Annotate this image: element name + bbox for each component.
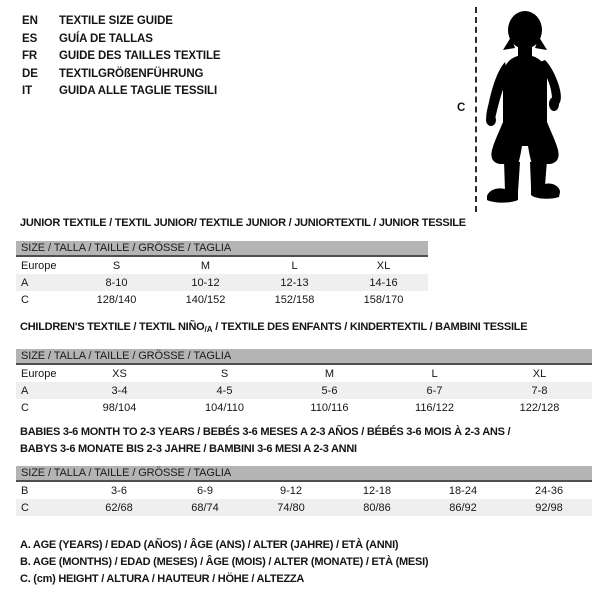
language-row <box>22 83 221 101</box>
table-row-a <box>16 382 592 399</box>
language-title: GUIDA ALLE TAGLIE TESSILI <box>59 85 218 98</box>
language-code: IT <box>22 85 33 98</box>
size-value-cell: 74/80 <box>248 499 334 516</box>
footnote-line-b: B. AGE (MONTHS) / EDAD (MESES) / ÂGE (MOIS) / ALTER (MONATE) / ETÀ (MESI) <box>20 556 429 569</box>
language-title: GUIDE DES TAILLES TEXTILE <box>59 50 221 63</box>
size-value-cell: 80/86 <box>334 499 420 516</box>
column-header-cell: M <box>200 259 211 272</box>
size-header-row <box>16 349 592 364</box>
size-value-cell: 6-9 <box>197 484 213 497</box>
size-value-cell: 62/68 <box>76 499 162 516</box>
size-value-cell: 14-16 <box>339 274 428 291</box>
table-row-b <box>16 481 592 499</box>
silhouette-right-hand <box>549 97 559 111</box>
footnote-legend <box>20 537 428 589</box>
silhouette-right-leg <box>530 160 547 187</box>
size-value-cell: 4-5 <box>172 382 277 399</box>
column-header-cell: S <box>220 367 229 380</box>
size-value-cell: 116/122 <box>415 401 454 414</box>
column-header-cell: S <box>112 259 121 272</box>
column-header-cell: XS <box>112 367 127 380</box>
footnote-line-a: A. AGE (YEARS) / EDAD (AÑOS) / ÂGE (ANS) / ALTER (JAHRE) / ETÀ (ANNI) <box>20 539 399 551</box>
language-title: TEXTILGRÖßENFÜHRUNG <box>59 67 204 80</box>
baby-silhouette <box>484 10 566 204</box>
language-row <box>22 48 221 66</box>
size-value-cell: 12-13 <box>250 274 339 291</box>
babies-title-line1: BABIES 3-6 MONTH TO 2-3 YEARS / BEBÉS 3-6 MESES A 2-3 AÑOS / BÉBÉS 3-6 MOIS À 2-3 ANS / <box>20 426 511 438</box>
silhouette-left-hand <box>486 114 496 126</box>
size-header-cell: SIZE / TALLA / TAILLE / GRÖSSE / TAGLIA <box>16 241 428 256</box>
size-value-cell: 7-8 <box>487 382 592 399</box>
childrens-title-rest: / TEXTILE DES ENFANTS / KINDERTEXTIL / BAMBINI TESSILE <box>212 321 528 333</box>
size-value-cell: 86/92 <box>420 499 506 516</box>
row-label-cell: A <box>16 274 72 291</box>
row-label-cell: C <box>21 401 29 414</box>
childrens-title-main: CHILDREN'S TEXTILE / TEXTIL NIÑO <box>20 321 205 333</box>
language-code: DE <box>22 67 38 80</box>
footnote-line-c: C. (cm) HEIGHT / ALTURA / HAUTEUR / HÖHE / ALTEZZA <box>20 573 305 586</box>
column-header-row <box>16 256 428 274</box>
silhouette-left-foot <box>487 188 518 202</box>
table-row-a <box>16 274 428 291</box>
size-value-cell: 140/152 <box>185 293 226 306</box>
table-row-c <box>16 399 592 416</box>
size-value-cell: 110/116 <box>310 401 349 414</box>
language-title: TEXTILE SIZE GUIDE <box>59 15 173 27</box>
size-value-cell: 98/104 <box>102 401 137 414</box>
size-value-cell: 5-6 <box>277 382 382 399</box>
column-header-cell: L <box>291 259 298 272</box>
column-header-cell: XL <box>532 367 547 380</box>
region-label-cell: Europe <box>21 367 57 380</box>
junior-section-title: JUNIOR TEXTILE / TEXTIL JUNIOR/ TEXTILE JUNIOR / JUNIORTEXTIL / JUNIOR TESSILE <box>20 217 466 229</box>
silhouette-torso <box>503 45 547 130</box>
size-value-cell: 122/128 <box>519 401 560 414</box>
size-value-cell: 152/158 <box>274 293 315 306</box>
size-value-cell: 3-4 <box>67 382 172 399</box>
height-measure-label-c: C <box>457 102 466 114</box>
junior-size-table <box>16 241 428 308</box>
size-header-row <box>16 241 428 256</box>
size-value-cell: 24-36 <box>534 484 564 497</box>
table-row-c <box>16 499 592 516</box>
childrens-section-title <box>20 319 527 338</box>
language-row <box>22 31 221 49</box>
table-row-c <box>16 291 428 308</box>
language-code: ES <box>22 32 38 45</box>
size-header-cell: SIZE / TALLA / TAILLE / GRÖSSE / TAGLIA <box>16 349 592 364</box>
language-row <box>22 66 221 84</box>
row-label-cell: A <box>16 382 67 399</box>
size-value-cell: 6-7 <box>382 382 487 399</box>
babies-title-line2: BABYS 3-6 MONATE BIS 2-3 JAHRE / BAMBINI 3-6 MESI A 2-3 ANNI <box>20 443 357 455</box>
height-measure-dashed-line <box>475 7 477 212</box>
silhouette-left-leg <box>504 160 520 192</box>
size-value-cell: 158/170 <box>363 293 404 306</box>
size-value-cell: 18-24 <box>448 484 478 497</box>
babies-size-table <box>16 466 592 516</box>
language-code: FR <box>22 50 38 63</box>
size-value-cell: 104/110 <box>205 401 244 414</box>
row-label-cell: C <box>21 293 29 306</box>
babies-section-title <box>20 424 510 458</box>
column-header-cell: M <box>324 367 335 380</box>
size-value-cell: 68/74 <box>162 499 248 516</box>
size-header-row <box>16 466 592 481</box>
column-header-cell: XL <box>376 259 391 272</box>
region-label-cell: Europe <box>21 259 57 272</box>
size-value-cell: 92/98 <box>506 499 592 516</box>
silhouette-shorts <box>491 122 558 164</box>
childrens-size-table <box>16 349 592 416</box>
language-title-list <box>22 13 221 101</box>
size-value-cell: 3-6 <box>111 484 127 497</box>
size-value-cell: 12-18 <box>362 484 392 497</box>
column-header-cell: L <box>431 367 438 380</box>
row-label-cell: C <box>16 499 76 516</box>
language-title: GUÍA DE TALLAS <box>59 32 153 45</box>
language-code: EN <box>22 15 38 27</box>
column-header-row <box>16 364 592 382</box>
size-header-cell: SIZE / TALLA / TAILLE / GRÖSSE / TAGLIA <box>16 466 592 481</box>
size-value-cell: 128/140 <box>96 293 137 306</box>
size-value-cell: 8-10 <box>72 274 161 291</box>
size-value-cell: 10-12 <box>161 274 250 291</box>
language-row <box>22 13 221 31</box>
childrens-title-subscript: /A <box>204 325 213 334</box>
size-value-cell: 9-12 <box>279 484 303 497</box>
row-label-cell: B <box>21 484 29 497</box>
